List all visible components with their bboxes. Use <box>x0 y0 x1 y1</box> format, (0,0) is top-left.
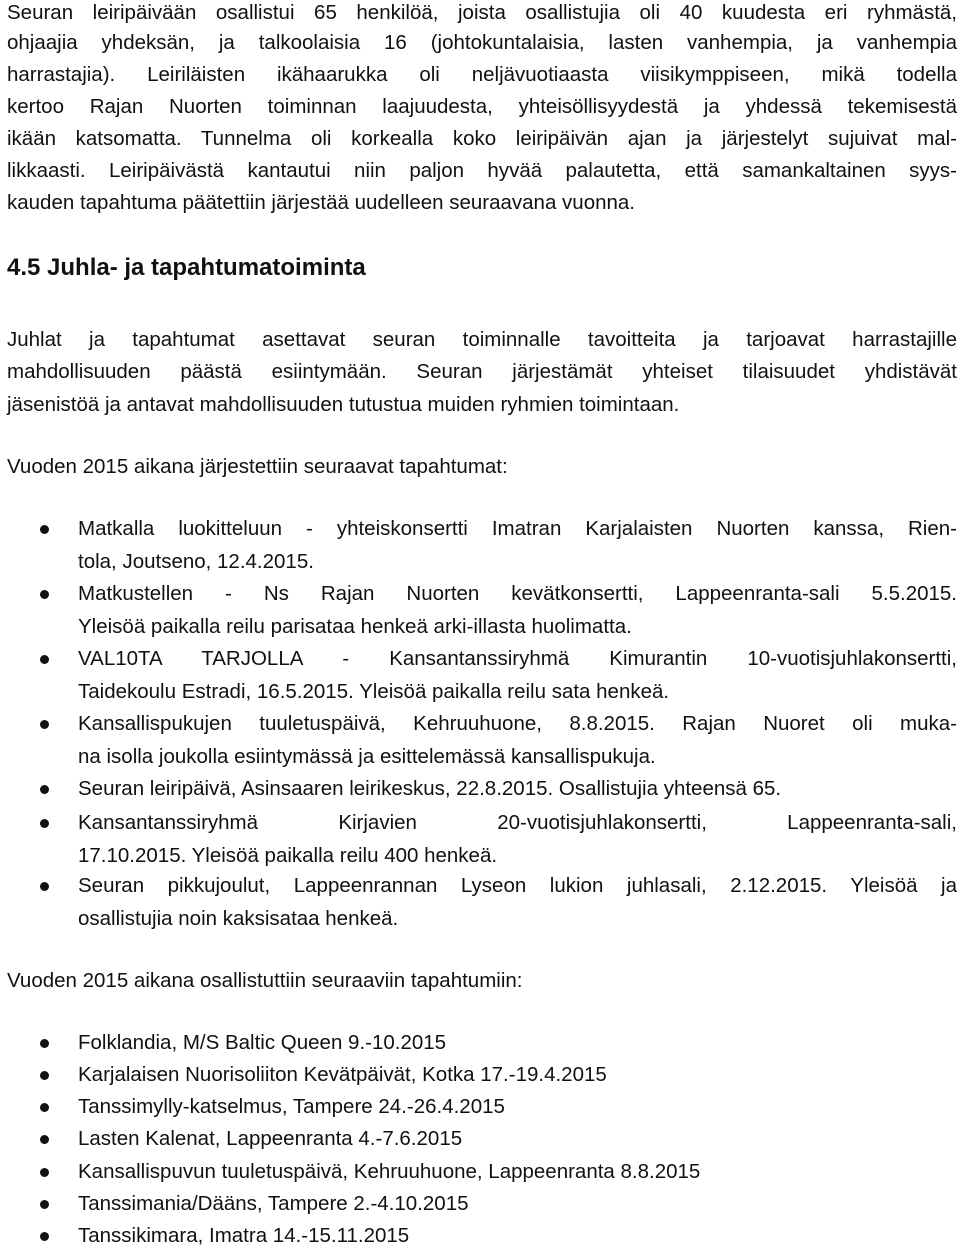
list-item-line: Yleisöä paikalla reilu parisataa henkeä arki-illasta huolimatta. <box>78 615 632 638</box>
list-item-line: Taidekoulu Estradi, 16.5.2015. Yleisöä paikalla reilu sata henkeä. <box>78 680 670 703</box>
bullet-icon <box>40 1103 49 1112</box>
list-item-line: Matkalla luokitteluun - yhteiskonsertti Imatran Karjalaisten Nuorten kanssa, Rien- <box>78 517 957 540</box>
bullet-icon <box>40 1039 49 1048</box>
events-list-intro: Vuoden 2015 aikana järjestettiin seuraavat tapahtumat: <box>7 455 508 478</box>
list-item-line: osallistujia noin kaksisataa henkeä. <box>78 907 399 930</box>
bullet-icon <box>40 819 49 828</box>
list-item-line: Lasten Kalenat, Lappeenranta 4.-7.6.2015 <box>78 1127 463 1150</box>
bullet-icon <box>40 1135 49 1144</box>
bullet-icon <box>40 1168 49 1177</box>
list-item-line: Kansallispukujen tuuletuspäivä, Kehruuhuone, 8.8.2015. Rajan Nuoret oli muka- <box>78 712 957 735</box>
bullet-icon <box>40 720 49 729</box>
list-item-line: Kansallispuvun tuuletuspäivä, Kehruuhuone, Lappeenranta 8.8.2015 <box>78 1160 701 1183</box>
paragraph-line: mahdollisuuden päästä esiintymään. Seuran järjestämät yhteiset tilaisuudet yhdistävät <box>7 360 957 383</box>
intro-line: kauden tapahtuma päätettiin järjestää uudelleen seuraavana vuonna. <box>7 191 635 214</box>
list-item-line: Seuran leiripäivä, Asinsaaren leirikeskus, 22.8.2015. Osallistujia yhteensä 65. <box>78 777 782 800</box>
list-item-line: Matkustellen - Ns Rajan Nuorten kevätkonsertti, Lappeenranta-sali 5.5.2015. <box>78 582 957 605</box>
list-item-line: Folklandia, M/S Baltic Queen 9.-10.2015 <box>78 1031 447 1054</box>
intro-line: ohjaajia yhdeksän, ja talkoolaisia 16 (johtokuntalaisia, lasten vanhempia, ja vanhempia <box>7 31 957 54</box>
participation-list-intro: Vuoden 2015 aikana osallistuttiin seuraaviin tapahtumiin: <box>7 969 523 992</box>
bullet-icon <box>40 882 49 891</box>
paragraph-line: jäsenistöä ja antavat mahdollisuuden tutustua muiden ryhmien toimintaan. <box>7 393 680 416</box>
list-item-line: VAL10TA TARJOLLA - Kansantanssiryhmä Kimurantin 10-vuotisjuhlakonsertti, <box>78 647 957 670</box>
list-item-line: Karjalaisen Nuorisoliiton Kevätpäivät, Kotka 17.-19.4.2015 <box>78 1063 607 1086</box>
bullet-icon <box>40 590 49 599</box>
bullet-icon <box>40 1071 49 1080</box>
bullet-icon <box>40 1232 49 1241</box>
list-item-line: Kansantanssiryhmä Kirjavien 20-vuotisjuhlakonsertti, Lappeenranta-sali, <box>78 811 957 834</box>
bullet-icon <box>40 525 49 534</box>
paragraph-line: Juhlat ja tapahtumat asettavat seuran toiminnalle tavoitteita ja tarjoavat harrastajille <box>7 328 957 351</box>
list-item-line: Seuran pikkujoulut, Lappeenrannan Lyseon lukion juhlasali, 2.12.2015. Yleisöä ja <box>78 874 957 897</box>
intro-line: Seuran leiripäivään osallistui 65 henkilöä, joista osallistujia oli 40 kuudesta eri ryhmästä, <box>7 1 957 24</box>
section-heading: 4.5 Juhla- ja tapahtumatoiminta <box>7 254 366 281</box>
intro-line: likkaasti. Leiripäivästä kantautui niin paljon hyvää palautetta, että samankaltainen syys- <box>7 159 957 182</box>
bullet-icon <box>40 785 49 794</box>
list-item-line: Tanssimylly-katselmus, Tampere 24.-26.4.2015 <box>78 1095 505 1118</box>
bullet-icon <box>40 1200 49 1209</box>
bullet-icon <box>40 655 49 664</box>
list-item-line: Tanssikimara, Imatra 14.-15.11.2015 <box>78 1224 410 1247</box>
list-item-line: Tanssimania/Dääns, Tampere 2.-4.10.2015 <box>78 1192 469 1215</box>
list-item-line: na isolla joukolla esiintymässä ja esittelemässä kansallispukuja. <box>78 745 656 768</box>
intro-line: ikään katsomatta. Tunnelma oli korkealla koko leiripäivän ajan ja järjestelyt sujuivat mal- <box>7 127 957 150</box>
list-item-line: tola, Joutseno, 12.4.2015. <box>78 550 314 573</box>
list-item-line: 17.10.2015. Yleisöä paikalla reilu 400 henkeä. <box>78 844 498 867</box>
intro-line: kertoo Rajan Nuorten toiminnan laajuudesta, yhteisöllisyydestä ja yhdessä tekemisestä <box>7 95 957 118</box>
intro-line: harrastajia). Leiriläisten ikähaarukka oli neljävuotiaasta viisikymppiseen, mikä todella <box>7 63 957 86</box>
